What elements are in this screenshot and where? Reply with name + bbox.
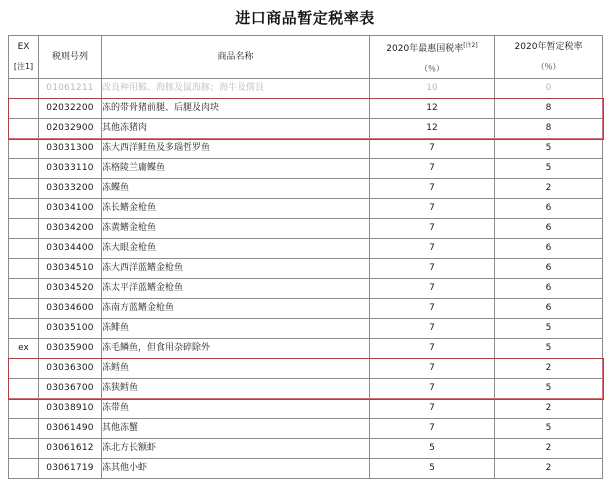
cell-ex <box>9 319 39 339</box>
table-header-row <box>9 36 603 79</box>
table-row <box>9 79 603 99</box>
cell-name: 其他冻猪肉 <box>102 119 370 139</box>
cell-ex <box>9 219 39 239</box>
cell-mfn-rate: 10 <box>370 79 495 99</box>
cell-name: 冻其他小虾 <box>102 459 370 479</box>
cell-temp-rate: 5 <box>495 139 603 159</box>
table-row <box>9 199 603 219</box>
cell-code: 03033110 <box>39 159 102 179</box>
cell-ex <box>9 99 39 119</box>
table-row <box>9 379 603 399</box>
table-row <box>9 259 603 279</box>
column-header-ex-label: EX <box>17 42 30 52</box>
cell-temp-rate: 6 <box>495 239 603 259</box>
cell-name: 冻带鱼 <box>102 399 370 419</box>
cell-code: 03036300 <box>39 359 102 379</box>
table-row <box>9 339 603 359</box>
cell-name: 冻狭鳕鱼 <box>102 379 370 399</box>
cell-temp-rate: 5 <box>495 319 603 339</box>
page-title: 进口商品暂定税率表 <box>235 9 375 27</box>
cell-name: 冻大西洋蓝鳍金枪鱼 <box>102 259 370 279</box>
table-row <box>9 219 603 239</box>
column-header-mfn-label: 2020年最惠国税率[注2] <box>386 42 478 54</box>
cell-code: 03034400 <box>39 239 102 259</box>
table-body <box>9 79 603 479</box>
cell-mfn-rate: 7 <box>370 219 495 239</box>
cell-temp-rate: 0 <box>495 79 603 99</box>
table-row <box>9 359 603 379</box>
cell-code: 01061211 <box>39 79 102 99</box>
cell-mfn-rate: 7 <box>370 419 495 439</box>
cell-ex <box>9 119 39 139</box>
cell-name: 其他冻蟹 <box>102 419 370 439</box>
cell-code: 03034600 <box>39 299 102 319</box>
cell-temp-rate: 8 <box>495 119 603 139</box>
table-row <box>9 239 603 259</box>
cell-mfn-rate: 5 <box>370 459 495 479</box>
column-header-ex-note: [注1] <box>13 62 34 71</box>
cell-name: 冻长鳍金枪鱼 <box>102 199 370 219</box>
cell-temp-rate: 2 <box>495 399 603 419</box>
column-header-code-label: 税则号列 <box>51 51 88 62</box>
cell-mfn-rate: 12 <box>370 119 495 139</box>
cell-ex <box>9 439 39 459</box>
cell-temp-rate: 5 <box>495 379 603 399</box>
cell-name: 改良种用鲸、海豚及鼠海豚；海牛及儒艮 <box>102 79 370 99</box>
cell-name: 冻鲱鱼 <box>102 319 370 339</box>
table-row <box>9 319 603 339</box>
cell-ex <box>9 259 39 279</box>
column-header-name <box>102 36 370 79</box>
cell-name: 冻的带骨猪前腿、后腿及肉块 <box>102 99 370 119</box>
column-header-mfn-note: [注2] <box>463 42 478 49</box>
cell-ex <box>9 379 39 399</box>
cell-temp-rate: 6 <box>495 259 603 279</box>
table-header <box>9 36 603 79</box>
cell-name: 冻鳕鱼 <box>102 359 370 379</box>
cell-code: 03061719 <box>39 459 102 479</box>
cell-name: 冻南方蓝鳍金枪鱼 <box>102 299 370 319</box>
cell-temp-rate: 2 <box>495 459 603 479</box>
cell-ex <box>9 139 39 159</box>
cell-temp-rate: 2 <box>495 179 603 199</box>
table-row <box>9 159 603 179</box>
cell-ex: ex <box>9 339 39 359</box>
cell-code: 03034200 <box>39 219 102 239</box>
cell-name: 冻大西洋鲑鱼及多瑙哲罗鱼 <box>102 139 370 159</box>
cell-mfn-rate: 7 <box>370 239 495 259</box>
column-header-temp-label: 2020年暂定税率 <box>514 42 583 52</box>
cell-ex <box>9 179 39 199</box>
cell-ex <box>9 79 39 99</box>
table-row <box>9 419 603 439</box>
cell-mfn-rate: 7 <box>370 279 495 299</box>
cell-code: 03036700 <box>39 379 102 399</box>
table-row <box>9 399 603 419</box>
column-header-name-label: 商品名称 <box>217 51 254 62</box>
cell-ex <box>9 159 39 179</box>
table-row <box>9 139 603 159</box>
cell-mfn-rate: 7 <box>370 179 495 199</box>
cell-name: 冻大眼金枪鱼 <box>102 239 370 259</box>
cell-temp-rate: 6 <box>495 279 603 299</box>
cell-code: 03038910 <box>39 399 102 419</box>
cell-mfn-rate: 7 <box>370 159 495 179</box>
cell-ex <box>9 359 39 379</box>
cell-ex <box>9 239 39 259</box>
cell-mfn-rate: 7 <box>370 199 495 219</box>
table-row <box>9 279 603 299</box>
cell-mfn-rate: 5 <box>370 439 495 459</box>
cell-mfn-rate: 7 <box>370 139 495 159</box>
cell-mfn-rate: 7 <box>370 359 495 379</box>
cell-temp-rate: 5 <box>495 419 603 439</box>
column-header-ex <box>9 36 39 79</box>
cell-mfn-rate: 7 <box>370 379 495 399</box>
cell-code: 03034520 <box>39 279 102 299</box>
cell-name: 冻格陵兰庸鲽鱼 <box>102 159 370 179</box>
column-header-temp <box>495 36 603 79</box>
cell-mfn-rate: 7 <box>370 339 495 359</box>
cell-mfn-rate: 7 <box>370 319 495 339</box>
cell-temp-rate: 5 <box>495 339 603 359</box>
cell-ex <box>9 299 39 319</box>
cell-temp-rate: 6 <box>495 219 603 239</box>
table-row <box>9 459 603 479</box>
cell-temp-rate: 2 <box>495 439 603 459</box>
cell-code: 03061612 <box>39 439 102 459</box>
cell-code: 03034100 <box>39 199 102 219</box>
cell-code: 02032900 <box>39 119 102 139</box>
table-row <box>9 299 603 319</box>
cell-mfn-rate: 7 <box>370 259 495 279</box>
cell-temp-rate: 5 <box>495 159 603 179</box>
cell-ex <box>9 419 39 439</box>
cell-ex <box>9 459 39 479</box>
cell-code: 03033200 <box>39 179 102 199</box>
cell-code: 03061490 <box>39 419 102 439</box>
table-row <box>9 99 603 119</box>
cell-name: 冻太平洋蓝鳍金枪鱼 <box>102 279 370 299</box>
table-row <box>9 179 603 199</box>
cell-temp-rate: 6 <box>495 199 603 219</box>
cell-ex <box>9 399 39 419</box>
cell-temp-rate: 6 <box>495 299 603 319</box>
cell-code: 03034510 <box>39 259 102 279</box>
cell-mfn-rate: 12 <box>370 99 495 119</box>
cell-mfn-rate: 7 <box>370 399 495 419</box>
table-row <box>9 439 603 459</box>
cell-code: 03031300 <box>39 139 102 159</box>
cell-temp-rate: 2 <box>495 359 603 379</box>
table-row <box>9 119 603 139</box>
cell-code: 03035900 <box>39 339 102 359</box>
cell-name: 冻鲽鱼 <box>102 179 370 199</box>
column-header-mfn-unit: （％） <box>420 64 444 73</box>
cell-name: 冻黄鳍金枪鱼 <box>102 219 370 239</box>
cell-name: 冻毛鳞鱼，但食用杂碎除外 <box>102 339 370 359</box>
cell-ex <box>9 199 39 219</box>
cell-code: 03035100 <box>39 319 102 339</box>
column-header-mfn <box>370 36 495 79</box>
cell-temp-rate: 8 <box>495 99 603 119</box>
cell-name: 冻北方长额虾 <box>102 439 370 459</box>
cell-mfn-rate: 7 <box>370 299 495 319</box>
tariff-table <box>8 35 603 479</box>
cell-ex <box>9 279 39 299</box>
cell-code: 02032200 <box>39 99 102 119</box>
column-header-code <box>39 36 102 79</box>
column-header-temp-unit: （％） <box>536 62 561 71</box>
